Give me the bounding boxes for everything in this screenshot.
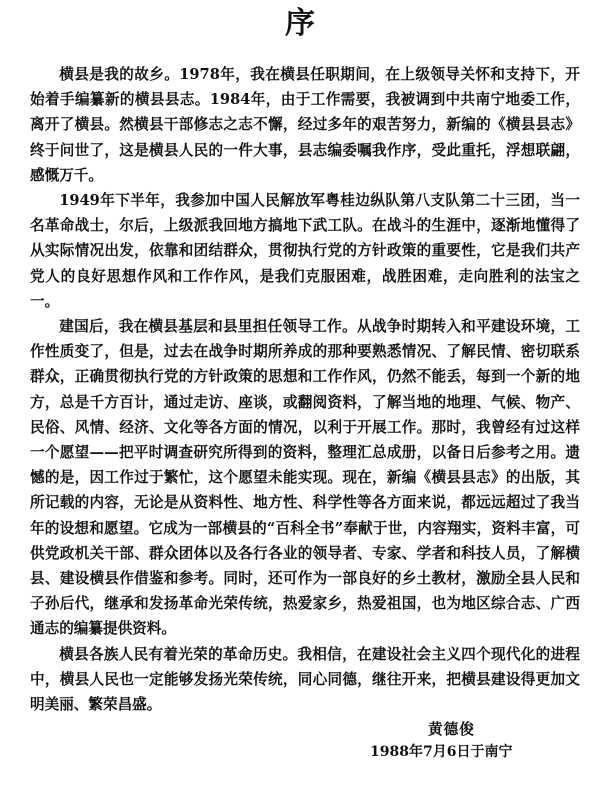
document-body [30, 62, 580, 717]
paragraph-2: 1949年下半年，我参加中国人民解放军粤桂边纵队第八支队第二十三团，当一名革命战士，尔后，上级派我回地方搞地下武工队。在战斗的生涯中，逐渐地懂得了从实际情况出发，依靠和团结群众，贯彻执行党的方针政策的重要性，它是我们共产党人的良好思想作风和工作作风，是我们克服困难，战胜困难，走向胜利的法宝之一。 [30, 192, 580, 310]
paragraph-1: 横县是我的故乡。1978年，我在横县任职期间，在上级领导关怀和支持下，开始着手编纂新的横县县志。1984年，由于工作需要，我被调到中共南宁地委工作，离开了横县。然横县干部修志之志不懈，经过多年的艰苦努力，新编的《横县县志》终于问世了，这是横县人民的一件大事，县志编委嘱我作序，受此重托，浮想联翩，感慨万千。 [30, 66, 580, 184]
paragraph-4: 横县各族人民有着光荣的革命历史。我相信，在建设社会主义四个现代化的进程中，横县人民也一定能够发扬光荣传统，同心同德，继往开来，把横县建设得更加文明美丽、繁荣昌盛。 [30, 645, 580, 714]
paragraph-3: 建国后，我在横县基层和县里担任领导工作。从战争时期转入和平建设环境，工作性质变了，但是，过去在战争时期所养成的那种要熟悉情况、了解民情、密切联系群众，正确贯彻执行党的方针政策的思想和工作作风，仍然不能丢，每到一个新的地方，总是千方百计，通过走访、座谈，或翻阅资料，了解当地的地理、气候、物产、民俗、风情、经济、文化等各方面的情况，以利于开展工作。那时，我曾经有过这样一个愿望——把平时调查研究所得到的资料，整理汇总成册，以备日后参考之用。遗憾的是，因工作过于繁忙，这个愿望未能实现。现在，新编《横县县志》的出版，其所记载的内容，无论是从资料性、地方性、科学性等各方面来说，都远远超过了我当年的设想和愿望。它成为一部横县的“百科全书”奉献于世，内容翔实，资料丰富，可供党政机关干部、群众团体以及各行各业的领导者、专家、学者和科技人员，了解横县、建设横县作借鉴和参考。同时，还可作为一部良好的乡土教材，激励全县人民和子孙后代，继承和发扬革命光荣传统，热爱家乡，热爱祖国，也为地区综合志、广西通志的编纂提供资料。 [30, 318, 580, 638]
dateline: 1988年7月6日于南宁 [370, 744, 513, 760]
document-title: 序 [285, 6, 317, 41]
author-signature: 黄德俊 [428, 721, 475, 738]
